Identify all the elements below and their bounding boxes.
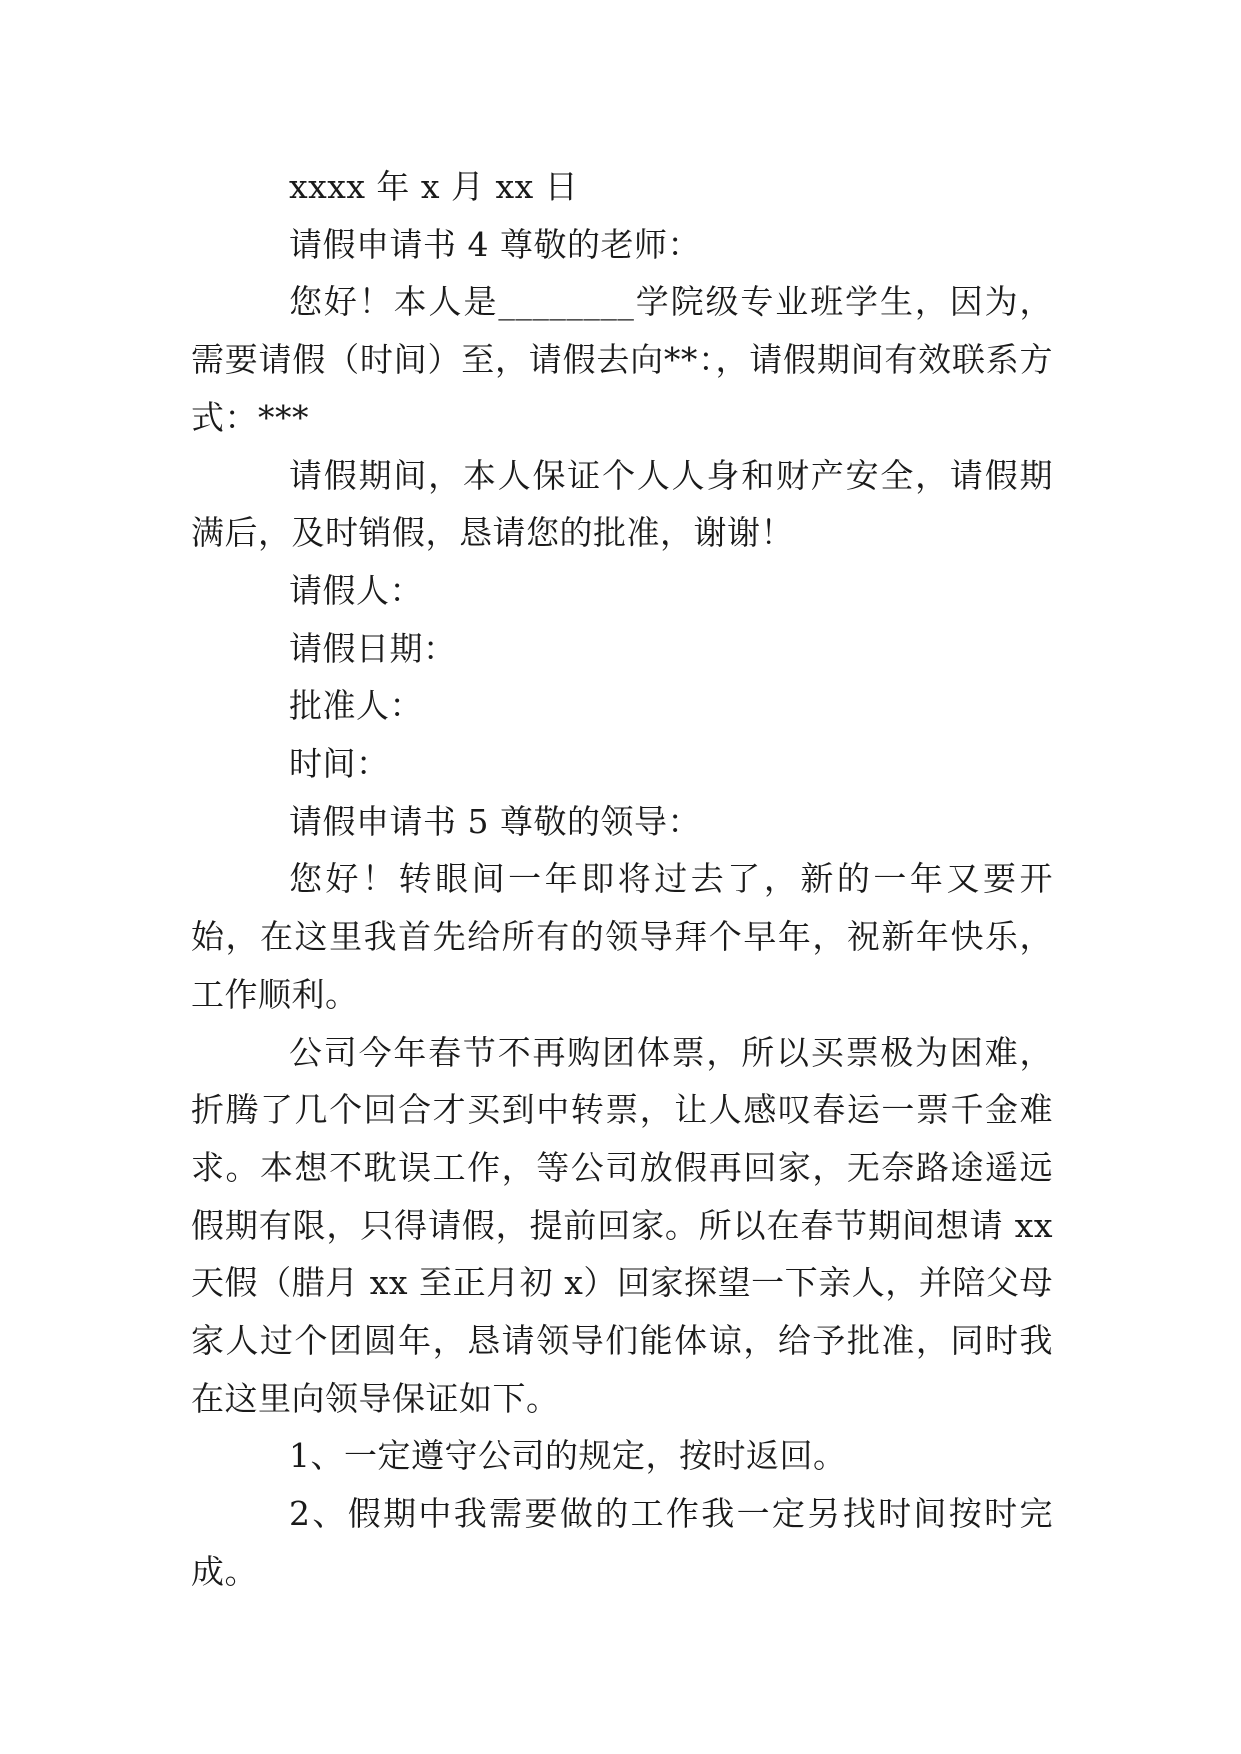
letter4-paragraph-1: 您好！本人是________学院级专业班学生，因为，需要请假（时间）至，请假去向**：，请假期间有效联系方式：*** [191, 282, 1053, 437]
list-item-2: 2、假期中我需要做的工作我一定另找时间按时完成。 [191, 1494, 1053, 1591]
leave-date-field: 请假日期： [289, 628, 457, 668]
time-field: 时间： [289, 744, 390, 784]
list-item-1: 1、一定遵守公司的规定，按时返回。 [289, 1436, 847, 1476]
date-line: xxxx 年 x 月 xx 日 [289, 167, 579, 206]
letter5-paragraph-2: 公司今年春节不再购团体票，所以买票极为困难，折腾了几个回合才买到中转票，让人感叹春运一票千金难求。本想不耽误工作，等公司放假再回家，无奈路途遥远假期有限，只得请假，提前回家。所以在春节期间想请 xx 天假（腊月 xx 至正月初 x）回家探望一下亲人，并陪父母家人过个团圆年，恳请领导们能体谅，给予批准，同时我在这里向领导保证如下。 [191, 1032, 1053, 1418]
document-body [191, 158, 1053, 1601]
applicant-field: 请假人： [289, 570, 423, 610]
approver-field: 批准人： [289, 686, 423, 726]
letter5-heading: 请假申请书 5 尊敬的领导： [289, 801, 701, 841]
letter5-paragraph-1: 您好！转眼间一年即将过去了，新的一年又要开始，在这里我首先给所有的领导拜个早年，祝新年快乐，工作顺利。 [191, 859, 1053, 1014]
letter4-paragraph-2: 请假期间，本人保证个人人身和财产安全，请假期满后，及时销假，恳请您的批准，谢谢！ [191, 455, 1053, 553]
letter4-heading: 请假申请书 4 尊敬的老师： [289, 224, 701, 264]
